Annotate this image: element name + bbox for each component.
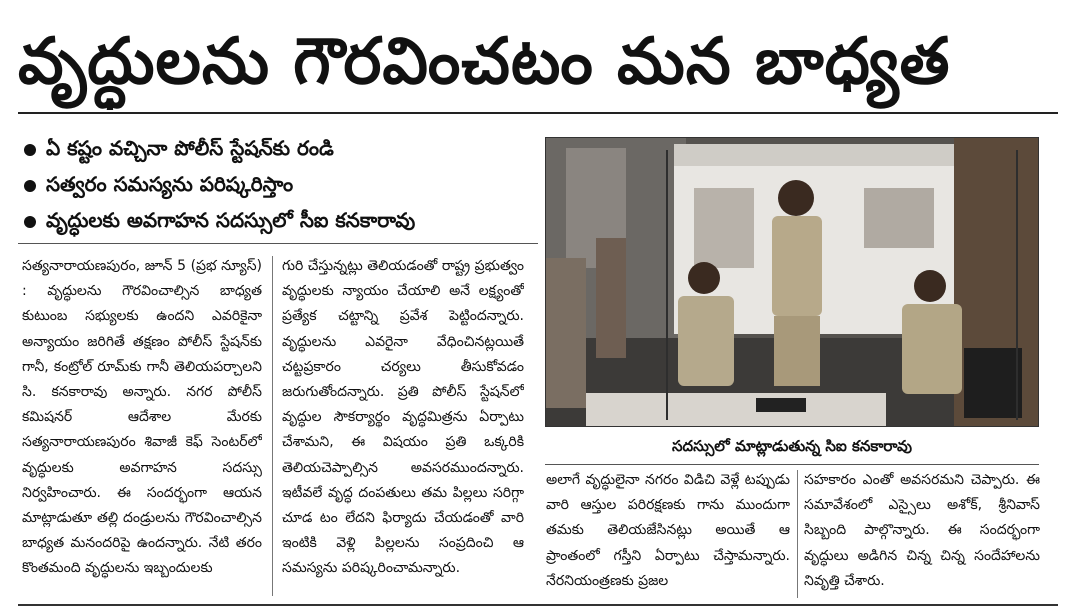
column-paragraph: సహకారం ఎంతో అవసరమని చెప్పారు. ఈ సమావేశంలో ఎస్సైలు అశోక్, శ్రీనివాస్ సిబ్బంది పాల్గొన్నారు. ఈ సందర్భంగా వృద్ధులు అడిగిన చిన్న చిన్న సందేహాలను నివృత్తి చేశారు. <box>804 472 1040 589</box>
key-point-text: సత్వరం సమస్యను పరిష్కరిస్తాం <box>46 171 294 196</box>
article-column-2 <box>282 254 524 594</box>
caption-divider <box>545 464 1039 465</box>
key-point-3 <box>24 204 534 240</box>
article-column-4 <box>804 468 1040 596</box>
article-column-3 <box>546 468 790 596</box>
headline: వృద్ధులను గౌరవించటం మన బాధ్యత <box>18 24 951 99</box>
column-divider <box>272 256 273 596</box>
key-point-text: వృద్ధులకు అవగాహన సదస్సులో సీఐ కనకారావు <box>46 207 416 232</box>
key-point-text: ఏ కష్టం వచ్చినా పోలీస్ స్టేషన్‌కు రండి <box>46 135 334 160</box>
column-paragraph: సత్యనారాయణపురం, జూన్ 5 (ప్రభ న్యూస్) : వృద్ధులను గౌరవించాల్సిన బాధ్యత కుటుంబ సభ్యులకు ఉందని ఎవరికైనా అన్యాయం జరిగితే తక్షణం పోలీస్ స్టేషన్‌కు గానీ, కంట్రోల్ రూమ్‌కు గానీ తెలియపర్చాలని సి. కనకారావు అన్నారు. నగర పోలీస్ కమిషనర్ ఆదేశాల మేరకు సత్యనారాయణపురం శివాజీ కెఫ్ సెంటర్‌లో వృద్ధులకు అవగాహన సదస్సు నిర్వహించారు. ఈ సందర్భంగా ఆయన మాట్లాడుతూ తల్లి దండ్రులను గౌరవించాల్సిన బాధ్యత మనందరిపై ఉందన్నారు. నేటి తరం కొంతమంది వృద్ధులను ఇబ్బందులకు <box>22 258 262 577</box>
photo-caption: సదస్సులో మాట్లాడుతున్న సిఐ కనకారావు <box>672 437 912 455</box>
news-photo <box>545 137 1039 427</box>
bullet-icon <box>24 216 36 228</box>
bullet-icon <box>24 180 36 192</box>
bullet-icon <box>24 144 36 156</box>
column-divider <box>797 470 798 598</box>
page-bottom-rule <box>18 604 1058 606</box>
section-divider <box>18 243 538 244</box>
key-point-2 <box>24 168 534 204</box>
headline-divider <box>18 112 1058 114</box>
column-paragraph: అలాగే వృద్ధులైనా నగరం విడిచి వెళ్లే టప్పుడు వారి ఆస్తుల పరిరక్షణకు గాను ముందుగా తమకు తెలియజేసినట్లు అయితే ఆ ప్రాంతంలో గస్తీని ఏర్పాటు చేస్తామన్నారు. నేరనియంత్రణకు ప్రజల <box>546 472 790 589</box>
article-column-1 <box>22 254 262 594</box>
column-paragraph: గురి చేస్తున్నట్లు తెలియడంతో రాష్ట్ర ప్రభుత్వం వృద్ధులకు న్యాయం చేయాలి అనే లక్ష్యంతో ప్రత్యేక చట్టాన్ని ప్రవేశ పెట్టిందన్నారు. వృద్ధులను ఎవరైనా వేధించినట్లయితే చట్టప్రకారం చర్యలు తీసుకోవడం జరుగుతోందన్నారు. ప్రతి పోలీస్ స్టేషన్‌లో వృద్ధుల సౌకర్యార్థం వృద్ధమిత్రను ఏర్పాటు చేశామని, ఈ విషయం ప్రతి ఒక్కరికి తెలియచెప్పాల్సిన అవసరముందన్నారు. ఇటీవలే వృద్ధ దంపతులు తమ పిల్లలు సరిగ్గా చూడ టం లేదని ఫిర్యాదు చేయడంతో వారి ఇంటికి వెళ్లి పిల్లలను సంప్రదించి ఆ సమస్యను పరిష్కరించామన్నారు. <box>282 258 524 577</box>
key-point-1 <box>24 132 534 168</box>
key-points <box>24 132 534 240</box>
